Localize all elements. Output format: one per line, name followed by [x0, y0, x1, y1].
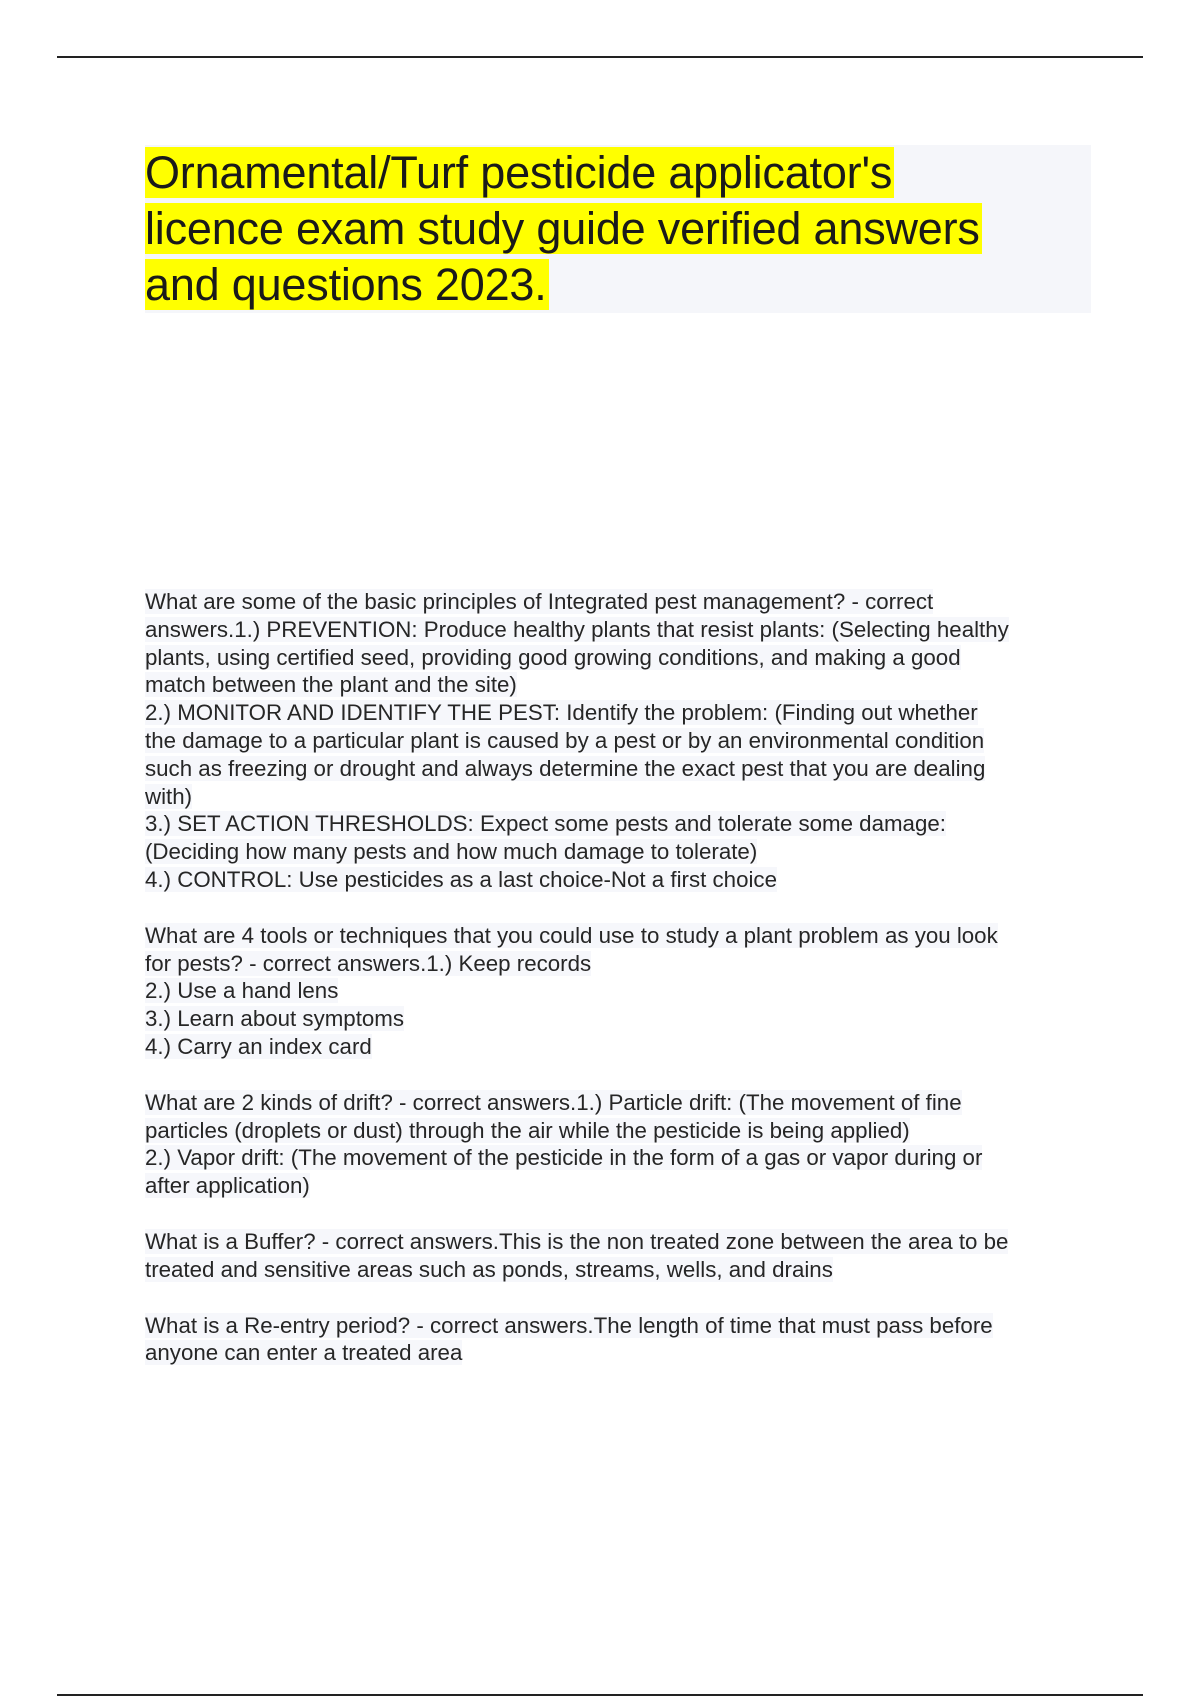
text-line: 2.) Vapor drift: (The movement of the pesticide in the form of a gas or vapor during or — [145, 1145, 983, 1171]
text-line: 2.) Use a hand lens — [145, 978, 339, 1004]
text-line: such as freezing or drought and always determine the exact pest that you are dealing — [145, 755, 986, 781]
top-rule — [57, 56, 1143, 58]
text-line: treated and sensitive areas such as ponds, streams, wells, and drains — [145, 1256, 833, 1282]
text-line: match between the plant and the site) — [145, 672, 517, 698]
text-line: What is a Re-entry period? - correct answers.The length of time that must pass before — [145, 1312, 993, 1338]
text-line: the damage to a particular plant is caused by a pest or by an environmental condition — [145, 727, 985, 753]
text-line: (Deciding how many pests and how much damage to tolerate) — [145, 839, 758, 865]
qa-item — [145, 1312, 1095, 1368]
qa-item — [145, 1228, 1095, 1284]
text-line: What is a Buffer? - correct answers.This is the non treated zone between the area to be — [145, 1228, 1009, 1254]
text-line: 2.) MONITOR AND IDENTIFY THE PEST: Identify the problem: (Finding out whether — [145, 700, 978, 726]
text-line: anyone can enter a treated area — [145, 1340, 463, 1366]
text-line: 3.) Learn about symptoms — [145, 1006, 405, 1032]
text-line: after application) — [145, 1173, 310, 1199]
document-title — [145, 145, 1091, 313]
text-line: answers.1.) PREVENTION: Produce healthy plants that resist plants: (Selecting healthy — [145, 616, 1009, 642]
text-line: for pests? - correct answers.1.) Keep records — [145, 950, 592, 976]
text-line: particles (droplets or dust) through the air while the pesticide is being applied) — [145, 1117, 910, 1143]
qa-item — [145, 588, 1095, 894]
title-line-2: licence exam study guide verified answers — [145, 203, 980, 254]
title-line-3: and questions 2023. — [145, 259, 547, 310]
document-body — [145, 588, 1095, 1395]
qa-item — [145, 922, 1095, 1061]
title-block — [145, 145, 1091, 313]
bottom-rule — [57, 1694, 1143, 1696]
text-line: with) — [145, 783, 193, 809]
text-line: 4.) Carry an index card — [145, 1033, 372, 1059]
qa-item — [145, 1089, 1095, 1200]
text-line: What are 4 tools or techniques that you could use to study a plant problem as you look — [145, 922, 998, 948]
text-line: plants, using certified seed, providing good growing conditions, and making a good — [145, 644, 961, 670]
text-line: 3.) SET ACTION THRESHOLDS: Expect some pests and tolerate some damage: — [145, 811, 946, 837]
text-line: 4.) CONTROL: Use pesticides as a last choice-Not a first choice — [145, 866, 777, 892]
text-line: What are some of the basic principles of Integrated pest management? - correct — [145, 589, 934, 614]
title-line-1: Ornamental/Turf pesticide applicator's — [145, 147, 893, 198]
text-line: What are 2 kinds of drift? - correct answers.1.) Particle drift: (The movement of fine — [145, 1089, 962, 1115]
